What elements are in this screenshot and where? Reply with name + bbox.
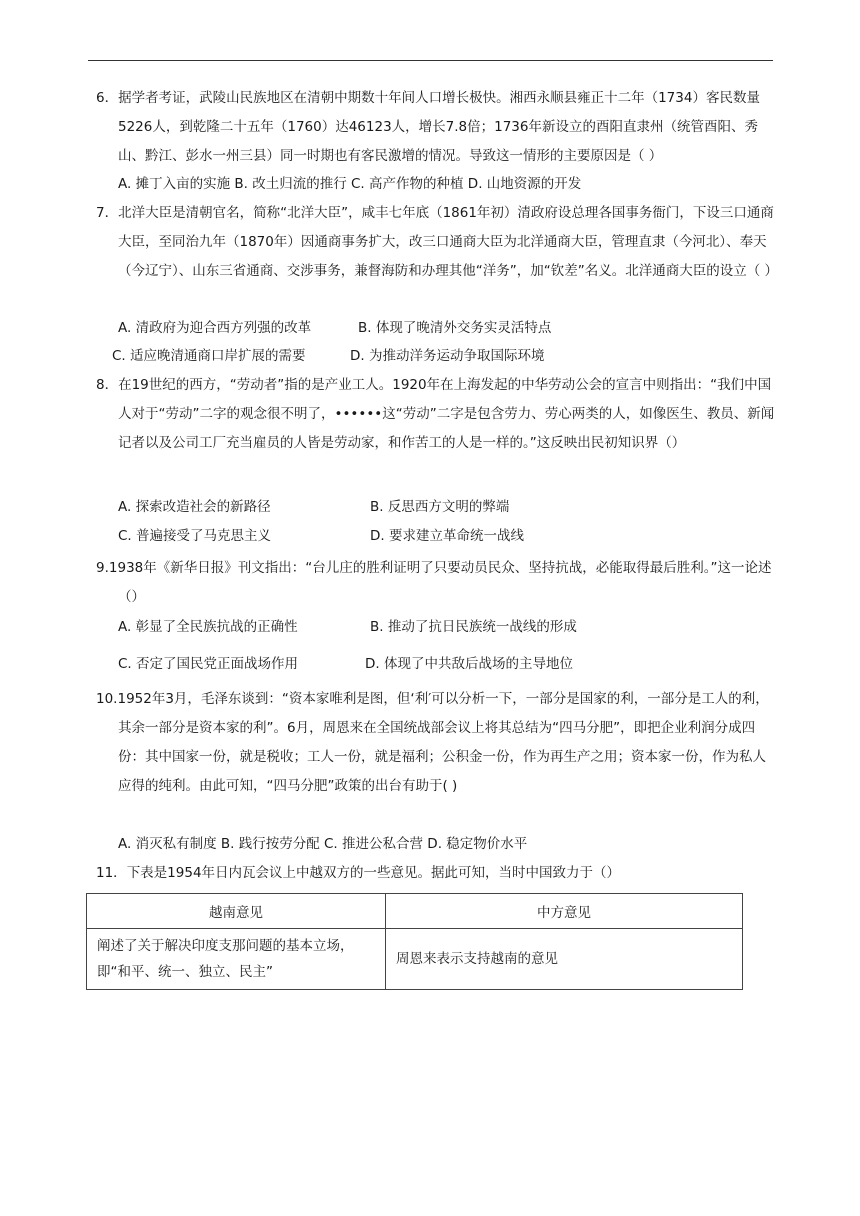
question-text: 下表是1954年日内瓦会议上中越双方的一些意见。据此可知，当时中国致力于（） <box>126 865 621 881</box>
question-9 <box>96 554 776 612</box>
table-header-vietnam: 越南意见 <box>87 894 386 929</box>
question-number: 11． <box>96 865 127 881</box>
option-d: D. 为推动洋务运动争取国际环境 <box>350 348 545 364</box>
header-rule <box>88 60 773 61</box>
option-d: D. 要求建立革命统一战线 <box>370 528 524 544</box>
question-10 <box>96 685 776 801</box>
option-b: B. 体现了晚清外交务实灵活特点 <box>358 320 552 336</box>
question-7-stem <box>96 199 779 286</box>
question-text: 1952年3月，毛泽东谈到：“资本家唯利是图，但‘利′可以分析一下，一部分是国家的利，一部分是工人的利，其余一部分是资本家的利”。6月，周恩来在全国统战部会议上将其总结为“四马分肥”，即把企业利润分成四份：其中国家一份，就是税收；工人一份，就是福利；公积金一份，作为再生产之用；资本家一份，作为私人应得的纯利。由此可知，“四马分肥”政策的出台有助于( ) <box>117 691 769 794</box>
question-11 <box>96 859 776 888</box>
option-c: C. 否定了国民党正面战场作用 <box>118 656 299 672</box>
question-9-stem <box>96 554 776 612</box>
option-b: B. 反思西方文明的弊端 <box>370 499 510 515</box>
option-d: D. 体现了中共敌后战场的主导地位 <box>365 656 573 672</box>
table-header-row <box>87 894 743 929</box>
option-a: A. 彰显了全民族抗战的正确性 <box>118 619 298 635</box>
question-text: 1938年《新华日报》刊文指出：“台儿庄的胜利证明了只要动员民众、坚持抗战，必能取得最后胜利。”这一论述（） <box>108 560 772 605</box>
option-a: A. 清政府为迎合西方列强的改革 <box>118 320 312 336</box>
question-number: 10. <box>96 691 118 707</box>
question-text: 在19世纪的西方，“劳动者”指的是产业工人。1920年在上海发起的中华劳动公会的宣言中则指出：“我们中国人对于“劳动”二字的观念很不明了，••••••这“劳动”二字是包含劳力、劳心两类的人，如像医生、教员、新闻记者以及公司工厂充当雇员的人皆是劳动家，和作苦工的人是一样的。”这反映出民初知识界（） <box>118 377 775 451</box>
question-number: 6． <box>96 90 119 106</box>
question-number: 7． <box>96 205 119 221</box>
option-c: C. 适应晚清通商口岸扩展的需要 <box>112 348 306 364</box>
question-number: 8． <box>96 377 119 393</box>
question-6-stem <box>96 84 776 171</box>
question-text: 据学者考证，武陵山民族地区在清朝中期数十年间人口增长极快。湘西永顺县雍正十二年（1734）客民数量5226人，到乾隆二十五年（1760）达46123人，增长7.8倍；1736年新设立的酉阳直隶州（统管酉阳、秀山、黔江、彭水一州三县）同一时期也有客民激增的情况。导致这一情形的主要原因是（ ） <box>118 90 760 164</box>
option-b: B. 推动了抗日民族统一战线的形成 <box>370 619 577 635</box>
question-8 <box>96 371 776 458</box>
question-text: 北洋大臣是清朝官名，简称“北洋大臣”，咸丰七年底（1861年初）清政府设总理各国事务衙门，下设三口通商大臣，至同治九年（1870年）因通商事务扩大，改三口通商大臣为北洋通商大臣，管理直隶（今河北）、奉天（今辽宁）、山东三省通商、交涉事务，兼督海防和办理其他“洋务”，加“钦差”名义。北洋通商大臣的设立（ ） <box>118 205 779 279</box>
question-6 <box>96 84 776 171</box>
question-number: 9. <box>96 560 109 576</box>
opinion-table <box>86 893 743 990</box>
question-6-options: A. 摊丁入亩的实施 B. 改土归流的推行 C. 高产作物的种植 D. 山地资源的开发 <box>118 176 582 192</box>
table-cell-china: 周恩来表示支持越南的意见 <box>386 929 743 990</box>
table-row <box>87 929 743 990</box>
question-10-options: A. 消灭私有制度 B. 践行按劳分配 C. 推进公私合营 D. 稳定物价水平 <box>118 836 528 852</box>
option-c: C. 普遍接受了马克思主义 <box>118 528 272 544</box>
table-cell-vietnam: 阐述了关于解决印度支那问题的基本立场，即“和平、统一、独立、民主” <box>87 929 386 990</box>
question-7 <box>96 199 779 286</box>
question-11-stem <box>96 859 776 888</box>
question-10-stem <box>96 685 776 801</box>
question-8-stem <box>96 371 776 458</box>
table-header-china: 中方意见 <box>386 894 743 929</box>
option-a: A. 探索改造社会的新路径 <box>118 499 271 515</box>
